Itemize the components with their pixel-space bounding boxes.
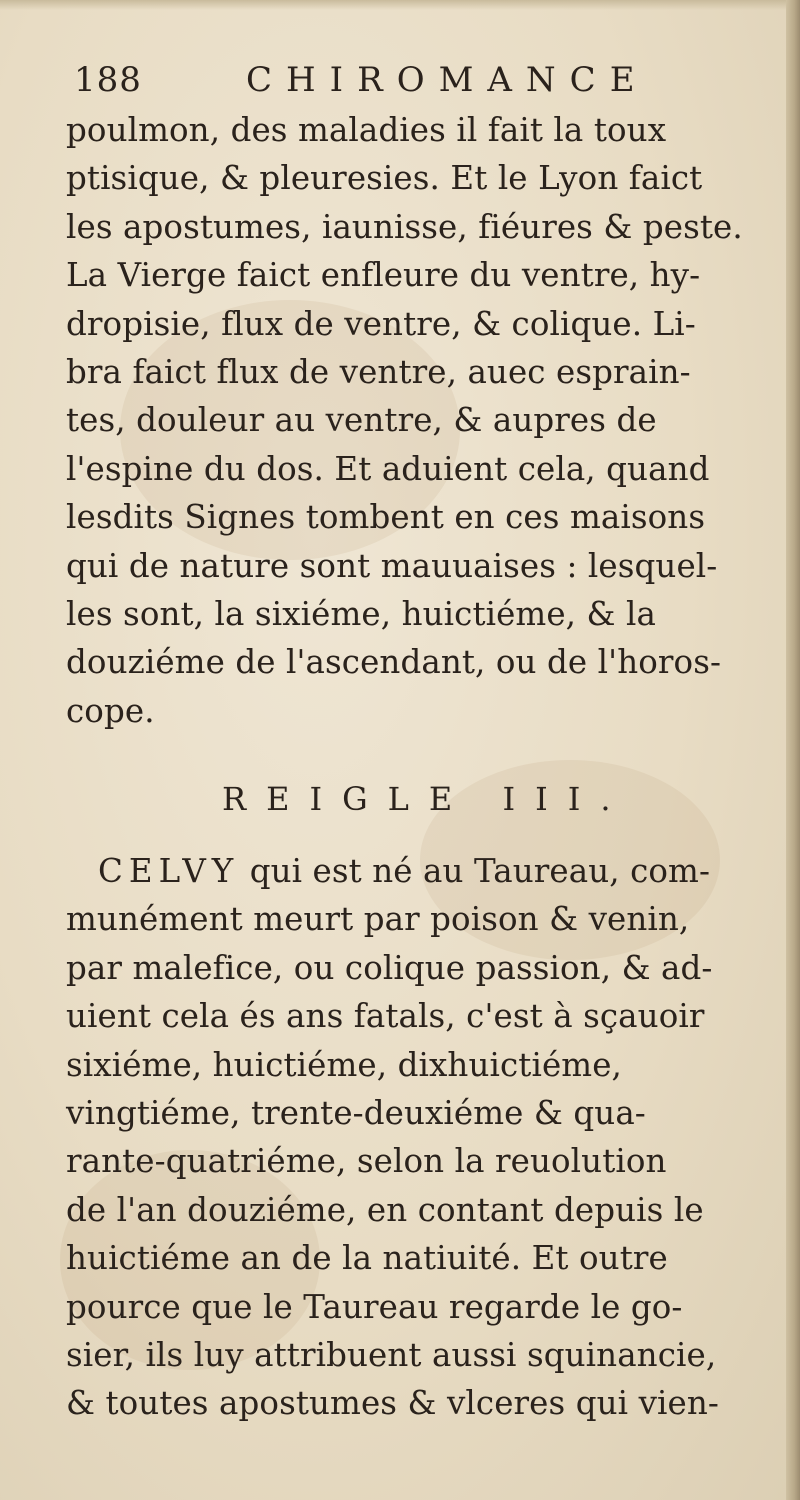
text-line: tes, douleur au ventre, & aupres de	[66, 401, 657, 440]
text-line: La Vierge faict enfleure du ventre, hy-	[66, 256, 701, 295]
page-right-edge	[786, 0, 800, 1500]
text-line: sier, ils luy attribuent aussi squinancie,	[66, 1335, 717, 1374]
text-line: poulmon, des maladies il fait la toux	[66, 111, 667, 149]
text-line: l'espine du dos. Et aduient cela, quand	[66, 449, 710, 488]
paragraph-1	[66, 106, 758, 735]
running-header	[66, 54, 758, 106]
paragraph-2	[66, 847, 758, 1428]
text-line: ptisique, & pleuresies. Et le Lyon faict	[66, 159, 703, 198]
text-line: par malefice, ou colique passion, & ad-	[66, 948, 713, 987]
page-top-edge	[0, 0, 790, 10]
text-line: les apostumes, iaunisse, fiéures & peste.	[66, 207, 743, 246]
running-title: CHIROMANCE	[246, 60, 649, 100]
text-line: qui de nature sont mauuaises : lesquel-	[66, 546, 718, 585]
text-line: vingtiéme, trente-deuxiéme & qua-	[66, 1094, 646, 1133]
section-heading: REIGLE III.	[222, 780, 631, 819]
page-text	[66, 54, 758, 1428]
lead-word: CELVY	[98, 852, 240, 891]
text-line: de l'an douziéme, en contant depuis le	[66, 1190, 704, 1229]
text-line: dropisie, flux de ventre, & colique. Li-	[66, 304, 696, 343]
text-line: bra faict flux de ventre, auec esprain-	[66, 352, 691, 391]
text-line: cope.	[66, 691, 155, 730]
text-line: CELVY qui est né au Taureau, com-	[66, 847, 758, 895]
text-line: munément meurt par poison & venin,	[66, 900, 690, 939]
page-number: 188	[74, 60, 142, 100]
text-line: rante-quatriéme, selon la reuolution	[66, 1142, 667, 1181]
text-line: uient cela és ans fatals, c'est à sçauoir	[66, 997, 705, 1036]
text-line: douziéme de l'ascendant, ou de l'horos-	[66, 643, 722, 682]
text-line: sixiéme, huictiéme, dixhuictiéme,	[66, 1045, 622, 1084]
text-line: les sont, la sixiéme, huictiéme, & la	[66, 594, 656, 633]
text-line: lesdits Signes tombent en ces maisons	[66, 498, 706, 537]
text-line: huictiéme an de la natiuité. Et outre	[66, 1239, 668, 1278]
text-line: pource que le Taureau regarde le go-	[66, 1287, 683, 1326]
text-line: & toutes apostumes & vlceres qui vien-	[66, 1384, 719, 1423]
